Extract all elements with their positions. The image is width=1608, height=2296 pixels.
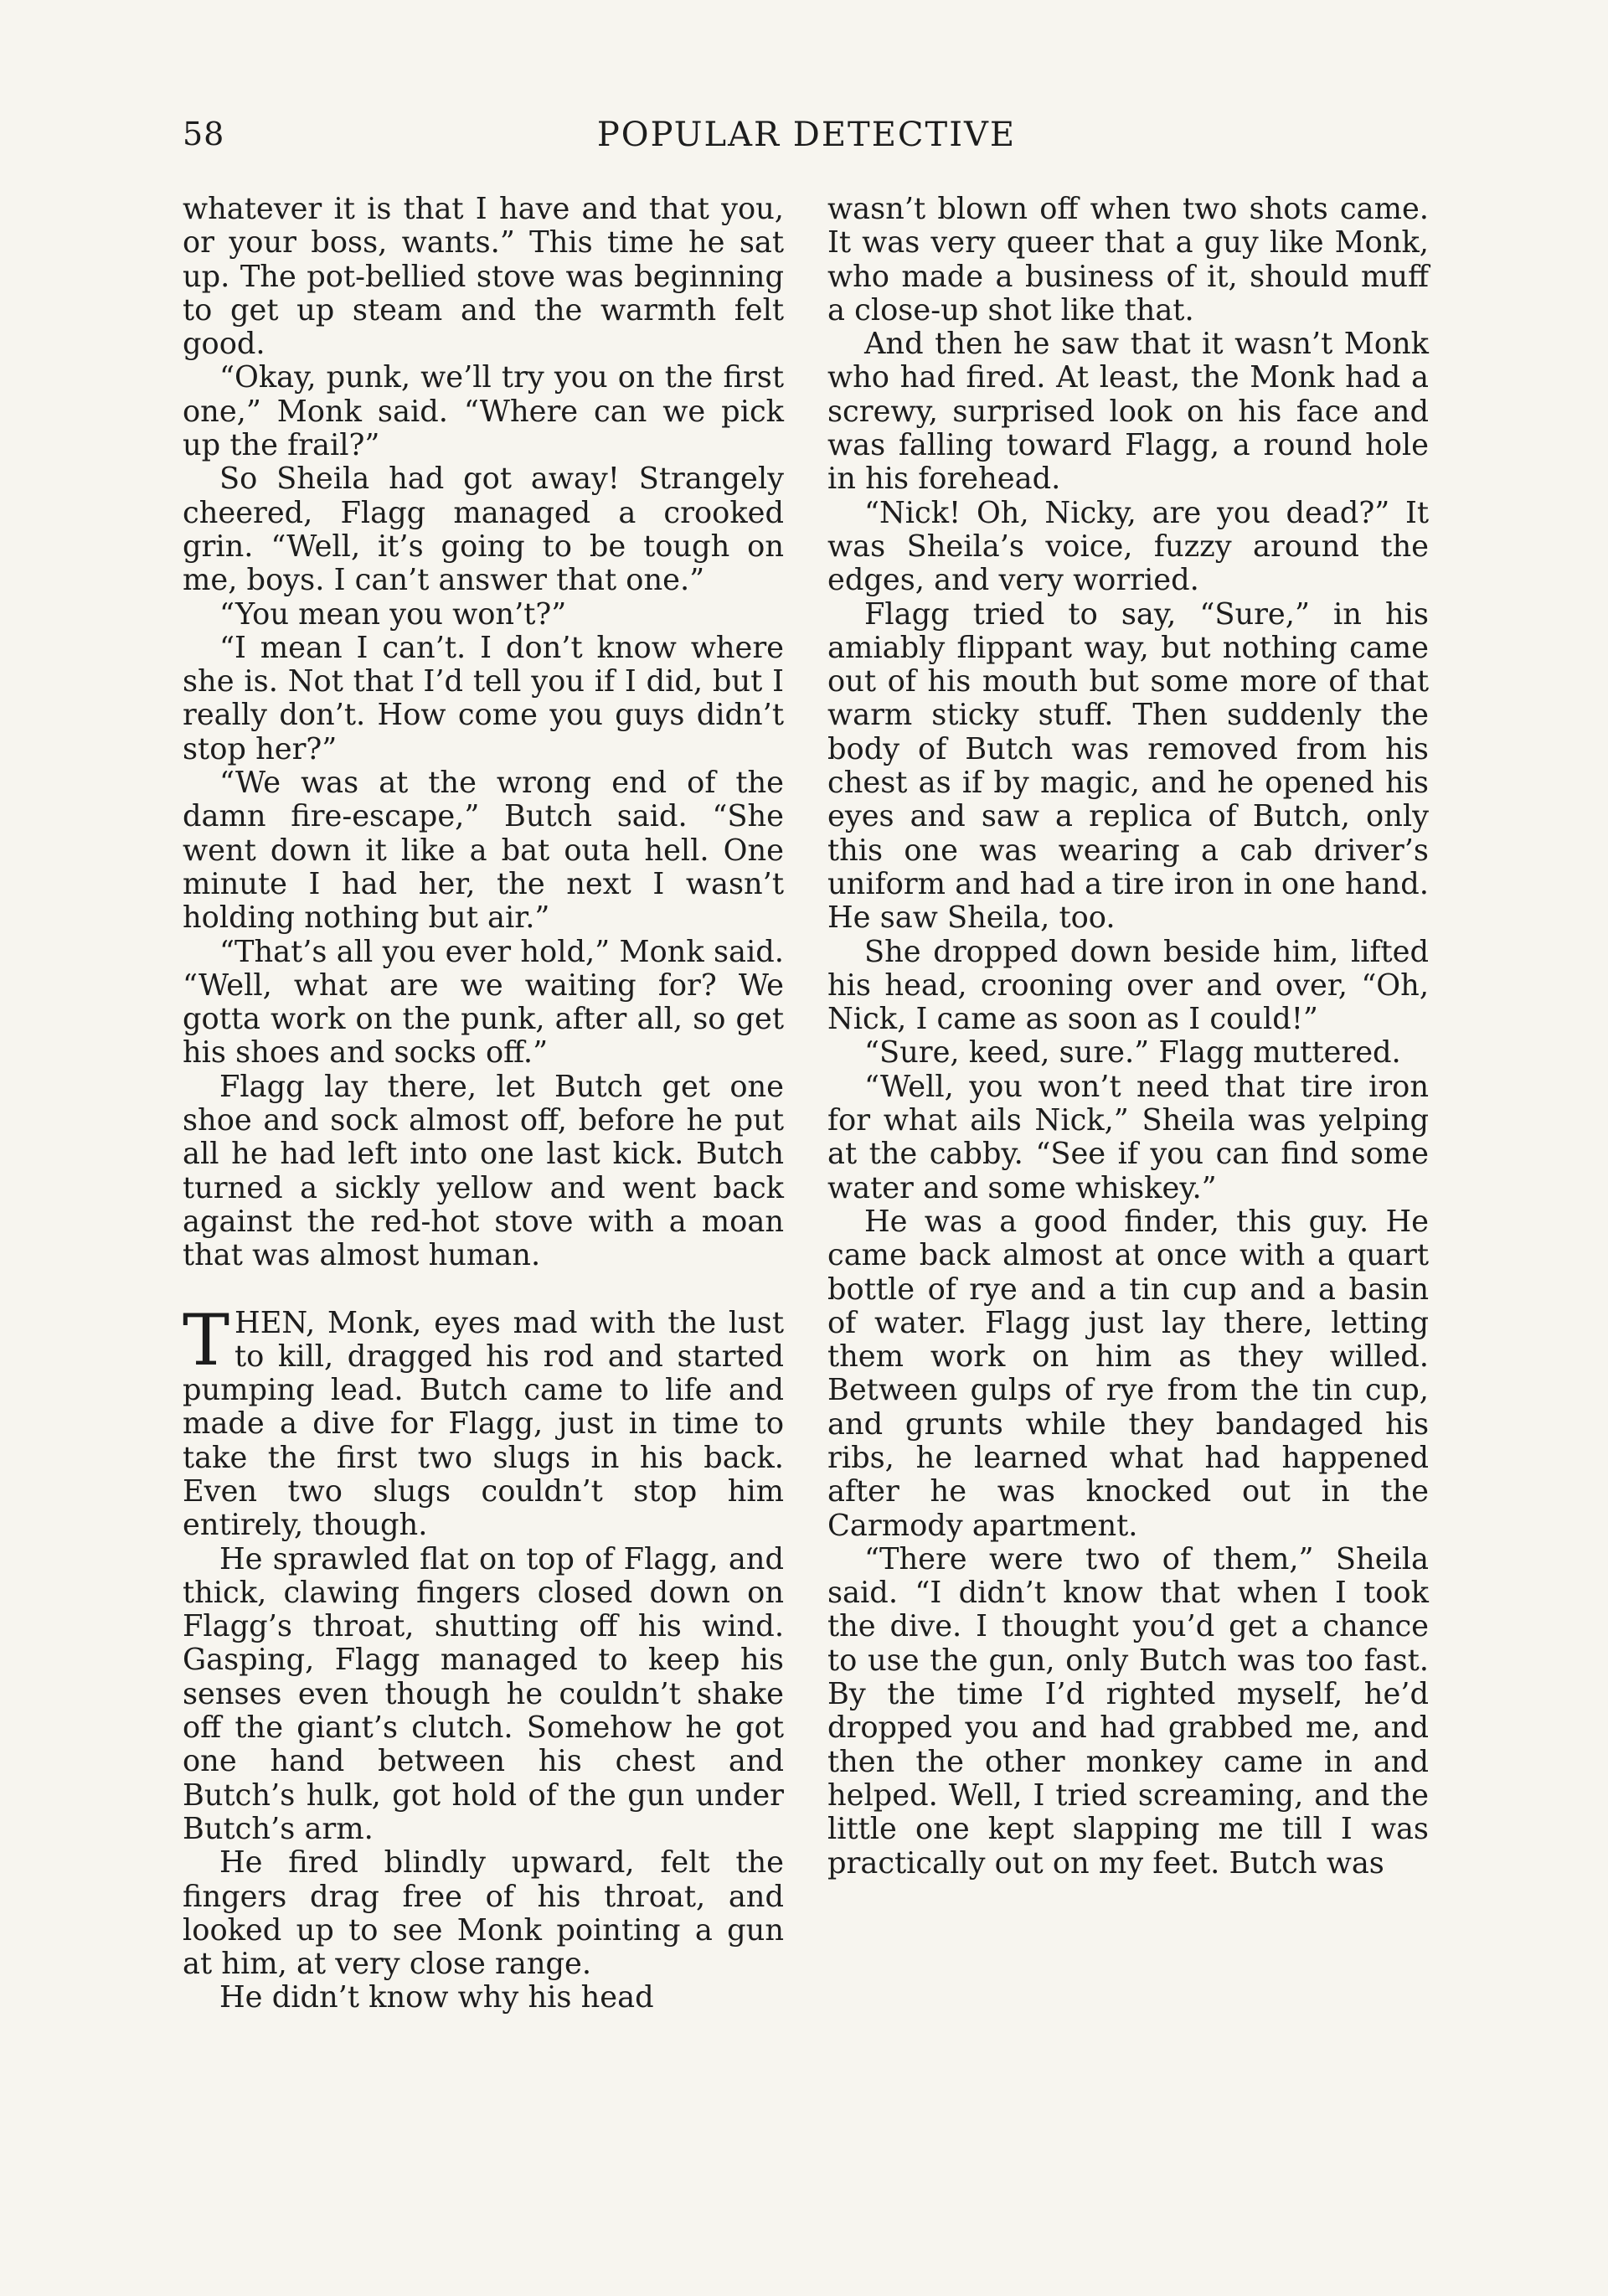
paragraph: He fired blindly upward, felt the fingers drag free of his throat, and looked up to see Monk pointing a gun at him, at very close range. (183, 1845, 784, 1982)
right-column (827, 193, 1429, 1881)
paragraph: He sprawled flat on top of Flagg, and thick, clawing fingers closed down on Flagg’s throat, shutting off his wind. Gasping, Flagg managed to keep his senses even though he couldn’t shake off the giant’s clutch. Somehow he got one hand between his chest and Butch’s hulk, got hold of the gun under Butch’s arm. (183, 1541, 784, 1846)
page-header (183, 116, 1430, 166)
paragraph: “Well, you won’t need that tire iron for what ails Nick,” Sheila was yelping at the cabby. “See if you can find some water and some whiskey.” (827, 1069, 1429, 1205)
paragraph: “That’s all you ever hold,” Monk said. “Well, what are we waiting for? We gotta work on the punk, after all, so get his shoes and socks off.” (183, 934, 784, 1071)
paragraph: Flagg tried to say, “Sure,” in his amiably flippant way, but nothing came out of his mouth but some more of that warm sticky stuff. Then suddenly the body of Butch was removed from his chest as if by magic, and he opened his eyes and saw a replica of Butch, only this one was wearing a cab driver’s uniform and had a tire iron in one hand. He saw Sheila, too. (827, 596, 1429, 936)
paragraph: Flagg lay there, let Butch get one shoe and sock almost off, before he put all he had left into one last kick. Butch turned a sickly yellow and went back against the red-hot stove with a moan that was almost human. (183, 1069, 784, 1273)
paragraph: “I mean I can’t. I don’t know where she is. Not that I’d tell you if I did, but I really don’t. How come you guys didn’t stop her?” (183, 630, 784, 766)
section-opening-text: HEN, Monk, eyes mad with the lust to kill, dragged his rod and started pumping lead. Butch came to life and made a dive for Flagg, just in time to take the first two slugs in his back. Even two slugs couldn’t stop him entirely, though. (183, 1305, 784, 1543)
section-opening-paragraph (183, 1298, 784, 1543)
paragraph: “Nick! Oh, Nicky, are you dead?” It was Sheila’s voice, fuzzy around the edges, and very worried. (827, 495, 1429, 598)
running-head: POPULAR DETECTIVE (596, 116, 1017, 154)
paragraph: wasn’t blown off when two shots came. It was very queer that a guy like Monk, who made a business of it, should muff a close-up shot like that. (827, 192, 1429, 328)
paragraph: “There were two of them,” Sheila said. “I didn’t know that when I took the dive. I thought you’d get a chance to use the gun, only Butch was too fast. By the time I’d righted myself, he’d dropped you and had grabbed me, and then the other monkey came in and helped. Well, I tried screaming, and the little one kept slapping me till I was practically out on my feet. Butch was (827, 1541, 1429, 1881)
drop-cap: T (183, 1298, 230, 1381)
left-column (183, 193, 784, 2015)
paragraph: She dropped down beside him, lifted his head, crooning over and over, “Oh, Nick, I came as soon as I could!” (827, 934, 1429, 1037)
paragraph: He was a good finder, this guy. He came back almost at once with a quart bottle of rye and a tin cup and a basin of water. Flagg just lay there, letting them work on him as they willed. Between gulps of rye from the tin cup, and grunts while they bandaged his ribs, he learned what had happened after he was knocked out in the Carmody apartment. (827, 1204, 1429, 1543)
paragraph: “Sure, keed, sure.” Flagg muttered. (864, 1035, 1401, 1071)
page-number: 58 (183, 116, 225, 152)
paragraph: “Okay, punk, we’ll try you on the first one,” Monk said. “Where can we pick up the frail?” (183, 360, 784, 463)
paragraph: And then he saw that it wasn’t Monk who had fired. At least, the Monk had a screwy, surprised look on his face and was falling toward Flagg, a round hole in his forehead. (827, 327, 1429, 497)
paragraph: So Sheila had got away! Strangely cheered, Flagg managed a crooked grin. “Well, it’s going to be tough on me, boys. I can’t answer that one.” (183, 462, 784, 598)
paragraph: whatever it is that I have and that you, or your boss, wants.” This time he sat up. The pot-bellied stove was beginning to get up steam and the warmth felt good. (183, 192, 784, 362)
paragraph: “You mean you won’t?” (219, 596, 567, 632)
paragraph: “We was at the wrong end of the damn fire-escape,” Butch said. “She went down it like a bat outa hell. One minute I had her, the next I wasn’t holding nothing but air.” (183, 766, 784, 936)
paragraph: He didn’t know why his head (219, 1980, 654, 2015)
